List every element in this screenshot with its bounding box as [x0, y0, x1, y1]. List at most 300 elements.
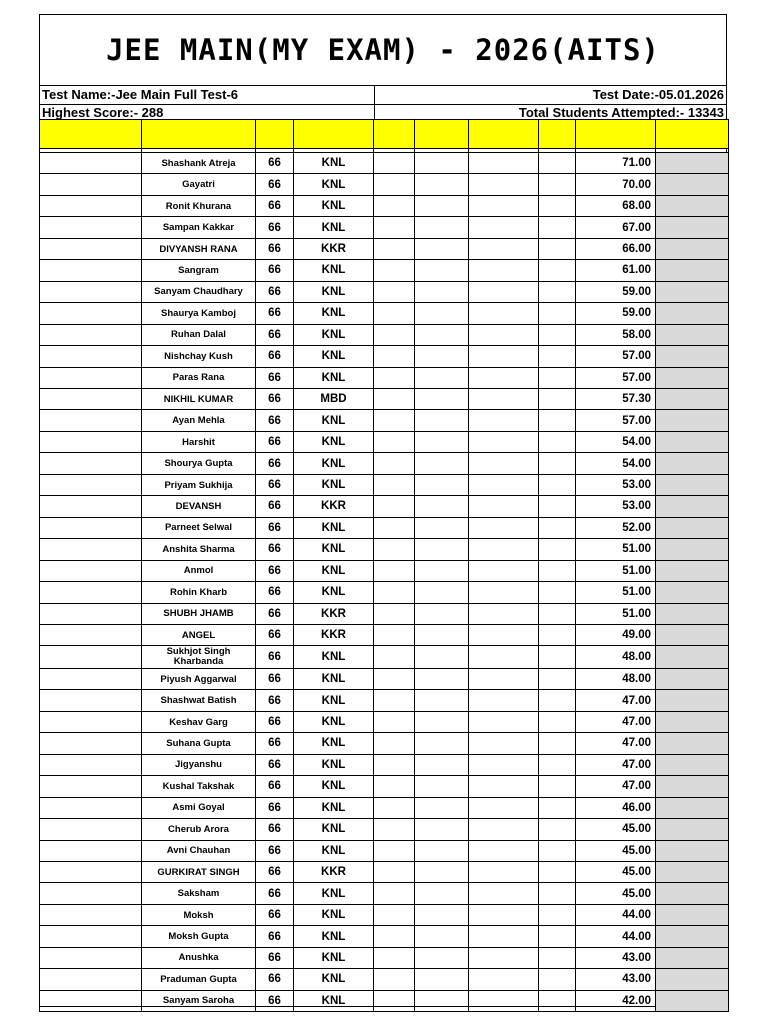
- empty-cell: [415, 840, 469, 861]
- table-row: [40, 410, 729, 431]
- empty-cell: [539, 281, 576, 302]
- shaded-cell: [656, 560, 729, 581]
- empty-cell: [415, 624, 469, 645]
- marks-cell: 51.00: [576, 603, 656, 624]
- student-name-cell: Praduman Gupta: [142, 969, 256, 990]
- empty-cell: [415, 754, 469, 775]
- empty-cell: [374, 238, 415, 259]
- empty-cell: [374, 410, 415, 431]
- empty-cell: [40, 926, 142, 947]
- table-row: [40, 776, 729, 797]
- code-cell: 66: [256, 883, 294, 904]
- code-cell: 66: [256, 733, 294, 754]
- shaded-cell: [656, 883, 729, 904]
- student-name-cell: Paras Rana: [142, 367, 256, 388]
- marks-cell: 53.00: [576, 474, 656, 495]
- empty-cell: [374, 883, 415, 904]
- empty-cell: [374, 346, 415, 367]
- center-cell: KNL: [294, 797, 374, 818]
- total-students: Total Students Attempted:- 13343: [518, 105, 724, 120]
- code-cell: 66: [256, 517, 294, 538]
- empty-cell: [40, 303, 142, 324]
- student-name-cell: Shourya Gupta: [142, 453, 256, 474]
- center-cell: KNL: [294, 195, 374, 216]
- empty-cell: [539, 410, 576, 431]
- center-cell: KNL: [294, 840, 374, 861]
- center-cell: KNL: [294, 539, 374, 560]
- student-name-cell: Priyam Sukhija: [142, 474, 256, 495]
- center-cell: KNL: [294, 174, 374, 195]
- code-cell: 66: [256, 754, 294, 775]
- shaded-cell: [656, 582, 729, 603]
- center-cell: KNL: [294, 410, 374, 431]
- code-cell: 66: [256, 153, 294, 174]
- student-name-cell: SHUBH JHAMB: [142, 603, 256, 624]
- empty-cell: [415, 711, 469, 732]
- marks-cell: 45.00: [576, 883, 656, 904]
- shaded-cell: [656, 819, 729, 840]
- student-name-cell: Ruhan Dalal: [142, 324, 256, 345]
- empty-cell: [40, 840, 142, 861]
- table-row: [40, 797, 729, 818]
- code-cell: 66: [256, 367, 294, 388]
- marks-cell: 51.00: [576, 582, 656, 603]
- empty-cell: [415, 496, 469, 517]
- center-cell: KNL: [294, 367, 374, 388]
- empty-cell: [415, 431, 469, 452]
- empty-cell: [415, 797, 469, 818]
- empty-cell: [40, 174, 142, 195]
- empty-cell: [415, 819, 469, 840]
- empty-cell: [469, 217, 539, 238]
- marks-cell: 51.00: [576, 560, 656, 581]
- table-row: [40, 431, 729, 452]
- code-cell: 66: [256, 346, 294, 367]
- empty-cell: [469, 646, 539, 668]
- empty-cell: [40, 153, 142, 174]
- empty-cell: [40, 668, 142, 689]
- shaded-cell: [656, 776, 729, 797]
- code-cell: 66: [256, 195, 294, 216]
- marks-cell: 71.00: [576, 153, 656, 174]
- empty-cell: [374, 388, 415, 409]
- table-row: [40, 453, 729, 474]
- header-cell: [294, 120, 374, 149]
- center-cell: KKR: [294, 496, 374, 517]
- empty-cell: [415, 474, 469, 495]
- shaded-cell: [656, 346, 729, 367]
- empty-cell: [374, 217, 415, 238]
- marks-cell: 57.30: [576, 388, 656, 409]
- header-cell: [539, 120, 576, 149]
- empty-cell: [415, 174, 469, 195]
- table-row: [40, 281, 729, 302]
- marks-cell: 57.00: [576, 410, 656, 431]
- info-divider: [374, 86, 375, 104]
- center-cell: KNL: [294, 990, 374, 1011]
- empty-cell: [469, 840, 539, 861]
- table-row: [40, 904, 729, 925]
- shaded-cell: [656, 217, 729, 238]
- empty-cell: [539, 624, 576, 645]
- code-cell: 66: [256, 388, 294, 409]
- empty-cell: [40, 367, 142, 388]
- center-cell: KNL: [294, 776, 374, 797]
- empty-cell: [469, 410, 539, 431]
- marks-cell: 70.00: [576, 174, 656, 195]
- table-row: [40, 174, 729, 195]
- empty-cell: [539, 367, 576, 388]
- header-cell: [374, 120, 415, 149]
- empty-cell: [40, 582, 142, 603]
- empty-cell: [415, 733, 469, 754]
- code-cell: 66: [256, 819, 294, 840]
- marks-cell: 47.00: [576, 690, 656, 711]
- code-cell: 66: [256, 582, 294, 603]
- empty-cell: [374, 797, 415, 818]
- table-row: [40, 926, 729, 947]
- marks-cell: 44.00: [576, 926, 656, 947]
- result-sheet: [39, 14, 727, 1007]
- center-cell: KKR: [294, 861, 374, 882]
- marks-cell: 59.00: [576, 281, 656, 302]
- marks-cell: 44.00: [576, 904, 656, 925]
- center-cell: KKR: [294, 238, 374, 259]
- shaded-cell: [656, 754, 729, 775]
- shaded-cell: [656, 990, 729, 1011]
- empty-cell: [469, 711, 539, 732]
- empty-cell: [539, 560, 576, 581]
- student-name-cell: Sukhjot Singh Kharbanda: [142, 646, 256, 668]
- marks-cell: 53.00: [576, 496, 656, 517]
- empty-cell: [539, 603, 576, 624]
- empty-cell: [469, 260, 539, 281]
- marks-cell: 43.00: [576, 947, 656, 968]
- marks-cell: 54.00: [576, 453, 656, 474]
- table-row: [40, 324, 729, 345]
- code-cell: 66: [256, 861, 294, 882]
- shaded-cell: [656, 474, 729, 495]
- empty-cell: [415, 668, 469, 689]
- header-cell: [576, 120, 656, 149]
- empty-cell: [374, 624, 415, 645]
- empty-cell: [374, 324, 415, 345]
- empty-cell: [469, 754, 539, 775]
- header-row: [40, 120, 729, 149]
- marks-cell: 54.00: [576, 431, 656, 452]
- marks-cell: 57.00: [576, 367, 656, 388]
- empty-cell: [40, 776, 142, 797]
- empty-cell: [415, 947, 469, 968]
- marks-cell: 66.00: [576, 238, 656, 259]
- empty-cell: [415, 238, 469, 259]
- empty-cell: [469, 776, 539, 797]
- code-cell: 66: [256, 603, 294, 624]
- empty-cell: [40, 711, 142, 732]
- table-row: [40, 668, 729, 689]
- table-row: [40, 947, 729, 968]
- header-cell: [40, 120, 142, 149]
- student-name-cell: Shashwat Batish: [142, 690, 256, 711]
- empty-cell: [469, 926, 539, 947]
- marks-cell: 45.00: [576, 861, 656, 882]
- code-cell: 66: [256, 560, 294, 581]
- shaded-cell: [656, 711, 729, 732]
- center-cell: KNL: [294, 453, 374, 474]
- empty-cell: [539, 840, 576, 861]
- empty-cell: [374, 582, 415, 603]
- empty-cell: [40, 690, 142, 711]
- table-row: [40, 819, 729, 840]
- student-name-cell: Suhana Gupta: [142, 733, 256, 754]
- table-row: [40, 388, 729, 409]
- marks-cell: 48.00: [576, 646, 656, 668]
- code-cell: 66: [256, 711, 294, 732]
- empty-cell: [374, 517, 415, 538]
- shaded-cell: [656, 238, 729, 259]
- empty-cell: [469, 819, 539, 840]
- empty-cell: [539, 260, 576, 281]
- empty-cell: [374, 668, 415, 689]
- table-row: [40, 217, 729, 238]
- empty-cell: [415, 453, 469, 474]
- shaded-cell: [656, 303, 729, 324]
- center-cell: MBD: [294, 388, 374, 409]
- empty-cell: [539, 819, 576, 840]
- empty-cell: [539, 474, 576, 495]
- empty-cell: [539, 539, 576, 560]
- student-name-cell: Rohin Kharb: [142, 582, 256, 603]
- empty-cell: [415, 969, 469, 990]
- empty-cell: [374, 840, 415, 861]
- code-cell: 66: [256, 797, 294, 818]
- center-cell: KNL: [294, 883, 374, 904]
- empty-cell: [539, 646, 576, 668]
- test-name: Test Name:-Jee Main Full Test-6: [42, 87, 239, 102]
- student-name-cell: Sampan Kakkar: [142, 217, 256, 238]
- table-row: [40, 969, 729, 990]
- empty-cell: [539, 990, 576, 1011]
- shaded-cell: [656, 410, 729, 431]
- table-row: [40, 883, 729, 904]
- empty-cell: [415, 926, 469, 947]
- code-cell: 66: [256, 990, 294, 1011]
- empty-cell: [539, 926, 576, 947]
- center-cell: KKR: [294, 603, 374, 624]
- table-row: [40, 990, 729, 1011]
- empty-cell: [415, 904, 469, 925]
- shaded-cell: [656, 603, 729, 624]
- empty-cell: [539, 668, 576, 689]
- empty-cell: [40, 453, 142, 474]
- empty-cell: [539, 195, 576, 216]
- center-cell: KNL: [294, 969, 374, 990]
- empty-cell: [40, 819, 142, 840]
- table-row: [40, 303, 729, 324]
- header-cell: [256, 120, 294, 149]
- empty-cell: [374, 819, 415, 840]
- center-cell: KNL: [294, 324, 374, 345]
- code-cell: 66: [256, 624, 294, 645]
- student-name-cell: Kushal Takshak: [142, 776, 256, 797]
- shaded-cell: [656, 969, 729, 990]
- center-cell: KNL: [294, 646, 374, 668]
- table-row: [40, 238, 729, 259]
- student-name-cell: Shashank Atreja: [142, 153, 256, 174]
- code-cell: 66: [256, 303, 294, 324]
- empty-cell: [539, 346, 576, 367]
- code-cell: 66: [256, 646, 294, 668]
- empty-cell: [469, 990, 539, 1011]
- empty-cell: [40, 947, 142, 968]
- center-cell: KNL: [294, 754, 374, 775]
- table-row: [40, 346, 729, 367]
- empty-cell: [469, 496, 539, 517]
- code-cell: 66: [256, 324, 294, 345]
- empty-cell: [415, 153, 469, 174]
- empty-cell: [415, 281, 469, 302]
- empty-cell: [469, 904, 539, 925]
- empty-cell: [40, 539, 142, 560]
- empty-cell: [469, 947, 539, 968]
- empty-cell: [469, 195, 539, 216]
- header-cell: [656, 120, 729, 149]
- student-name-cell: ANGEL: [142, 624, 256, 645]
- marks-cell: 59.00: [576, 303, 656, 324]
- empty-cell: [469, 883, 539, 904]
- shaded-cell: [656, 624, 729, 645]
- empty-cell: [469, 238, 539, 259]
- student-name-cell: GURKIRAT SINGH: [142, 861, 256, 882]
- table-row: [40, 539, 729, 560]
- student-name-cell: Piyush Aggarwal: [142, 668, 256, 689]
- empty-cell: [469, 560, 539, 581]
- empty-cell: [539, 496, 576, 517]
- code-cell: 66: [256, 453, 294, 474]
- empty-cell: [539, 797, 576, 818]
- code-cell: 66: [256, 776, 294, 797]
- student-name-cell: Gayatri: [142, 174, 256, 195]
- shaded-cell: [656, 904, 729, 925]
- empty-cell: [539, 582, 576, 603]
- marks-cell: 45.00: [576, 819, 656, 840]
- student-name-cell: DIVYANSH RANA: [142, 238, 256, 259]
- empty-cell: [40, 624, 142, 645]
- shaded-cell: [656, 733, 729, 754]
- empty-cell: [415, 690, 469, 711]
- results-table: [39, 119, 729, 1012]
- marks-cell: 57.00: [576, 346, 656, 367]
- empty-cell: [374, 990, 415, 1011]
- empty-cell: [415, 776, 469, 797]
- empty-cell: [415, 646, 469, 668]
- table-row: [40, 496, 729, 517]
- empty-cell: [539, 690, 576, 711]
- marks-cell: 49.00: [576, 624, 656, 645]
- center-cell: KNL: [294, 303, 374, 324]
- code-cell: 66: [256, 539, 294, 560]
- marks-cell: 45.00: [576, 840, 656, 861]
- marks-cell: 51.00: [576, 539, 656, 560]
- empty-cell: [469, 733, 539, 754]
- empty-cell: [415, 388, 469, 409]
- empty-cell: [415, 883, 469, 904]
- shaded-cell: [656, 926, 729, 947]
- marks-cell: 47.00: [576, 733, 656, 754]
- code-cell: 66: [256, 238, 294, 259]
- code-cell: 66: [256, 174, 294, 195]
- empty-cell: [469, 153, 539, 174]
- empty-cell: [469, 431, 539, 452]
- code-cell: 66: [256, 690, 294, 711]
- header-cell: [142, 120, 256, 149]
- header-cell: [469, 120, 539, 149]
- table-row: [40, 195, 729, 216]
- empty-cell: [40, 560, 142, 581]
- empty-cell: [469, 668, 539, 689]
- code-cell: 66: [256, 926, 294, 947]
- empty-cell: [539, 238, 576, 259]
- empty-cell: [374, 904, 415, 925]
- empty-cell: [40, 861, 142, 882]
- table-row: [40, 861, 729, 882]
- marks-cell: 42.00: [576, 990, 656, 1011]
- center-cell: KNL: [294, 733, 374, 754]
- empty-cell: [539, 217, 576, 238]
- marks-cell: 68.00: [576, 195, 656, 216]
- center-cell: KNL: [294, 926, 374, 947]
- code-cell: 66: [256, 840, 294, 861]
- table-row: [40, 624, 729, 645]
- marks-cell: 47.00: [576, 754, 656, 775]
- empty-cell: [374, 969, 415, 990]
- table-row: [40, 733, 729, 754]
- empty-cell: [539, 754, 576, 775]
- shaded-cell: [656, 281, 729, 302]
- empty-cell: [374, 367, 415, 388]
- marks-cell: 48.00: [576, 668, 656, 689]
- shaded-cell: [656, 324, 729, 345]
- empty-cell: [415, 603, 469, 624]
- empty-cell: [539, 388, 576, 409]
- empty-cell: [469, 797, 539, 818]
- empty-cell: [469, 861, 539, 882]
- empty-cell: [539, 883, 576, 904]
- empty-cell: [469, 474, 539, 495]
- empty-cell: [415, 861, 469, 882]
- table-row: [40, 517, 729, 538]
- empty-cell: [374, 947, 415, 968]
- empty-cell: [415, 324, 469, 345]
- empty-cell: [469, 367, 539, 388]
- center-cell: KNL: [294, 260, 374, 281]
- center-cell: KNL: [294, 517, 374, 538]
- empty-cell: [415, 303, 469, 324]
- marks-cell: 47.00: [576, 711, 656, 732]
- center-cell: KNL: [294, 346, 374, 367]
- student-name-cell: Avni Chauhan: [142, 840, 256, 861]
- table-row: [40, 754, 729, 775]
- empty-cell: [415, 217, 469, 238]
- empty-cell: [374, 260, 415, 281]
- empty-cell: [374, 711, 415, 732]
- empty-cell: [469, 346, 539, 367]
- empty-cell: [469, 324, 539, 345]
- marks-cell: 52.00: [576, 517, 656, 538]
- empty-cell: [415, 195, 469, 216]
- empty-cell: [40, 517, 142, 538]
- empty-cell: [40, 346, 142, 367]
